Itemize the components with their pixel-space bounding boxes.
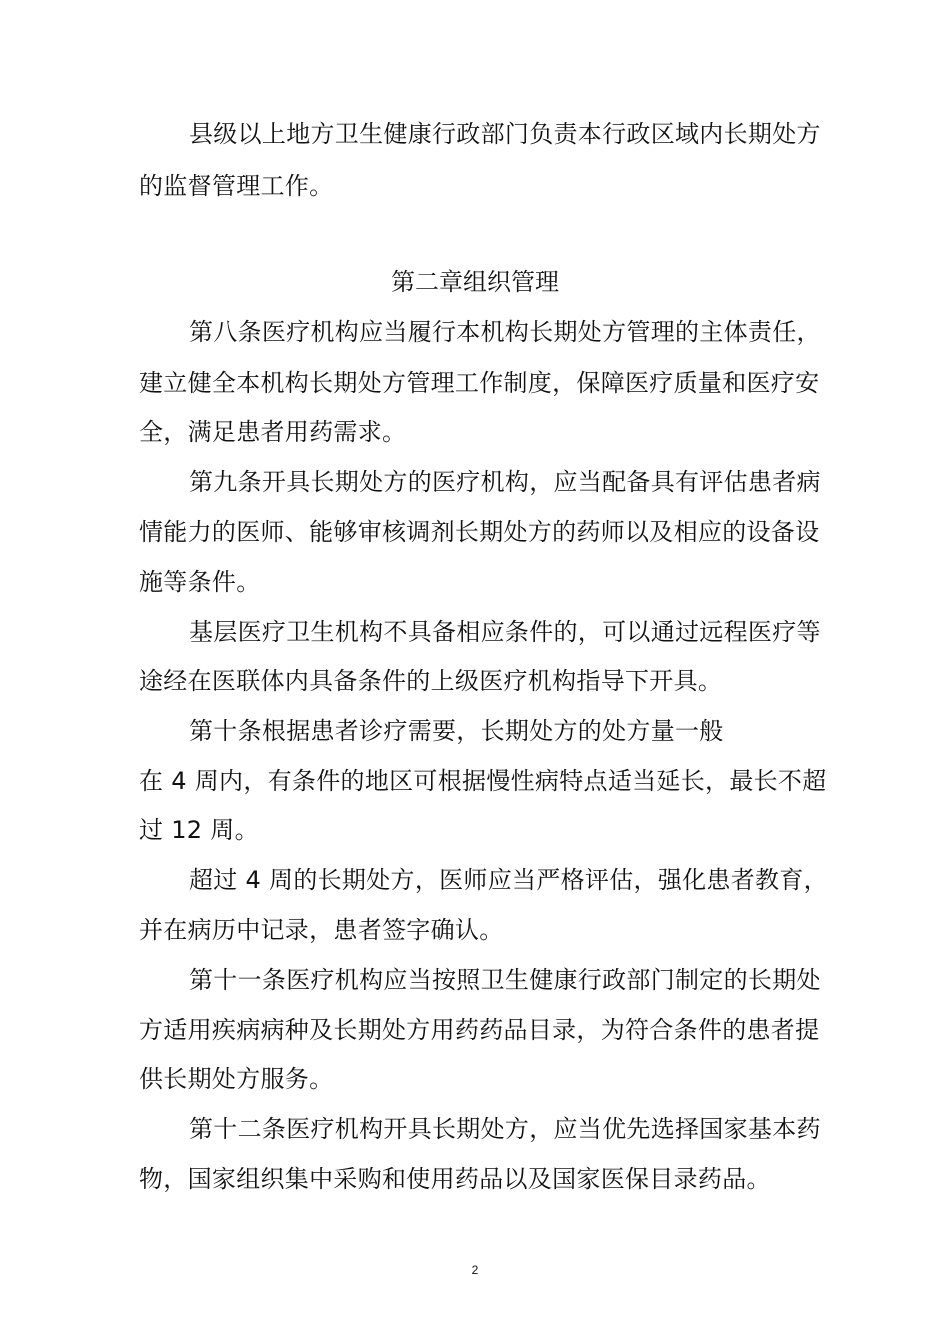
text-line: 过 12 周。	[139, 816, 259, 844]
text-line: 基层医疗卫生机构不具备相应条件的，可以通过远程医疗等	[189, 618, 821, 646]
text-line: 物，国家组织集中采购和使用药品以及国家医保目录药品。	[139, 1165, 771, 1193]
text-line: 情能力的医师、能够审核调剂长期处方的药师以及相应的设备设	[139, 518, 820, 546]
text-line: 第十二条医疗机构开具长期处方，应当优先选择国家基本药	[189, 1115, 821, 1143]
chapter-heading: 第二章组织管理	[391, 268, 559, 296]
text-line: 第十一条医疗机构应当按照卫生健康行政部门制定的长期处	[189, 966, 821, 994]
text-line: 第九条开具长期处方的医疗机构，应当配备具有评估患者病	[189, 468, 821, 496]
text-line: 全，满足患者用药需求。	[139, 418, 407, 446]
text-line: 县级以上地方卫生健康行政部门负责本行政区域内长期处方	[189, 120, 821, 148]
text-line: 超过 4 周的长期处方，医师应当严格评估，强化患者教育，	[189, 866, 828, 894]
text-line: 施等条件。	[139, 568, 261, 596]
text-line: 方适用疾病病种及长期处方用药药品目录，为符合条件的患者提	[139, 1016, 820, 1044]
text-line: 第十条根据患者诊疗需要，长期处方的处方量一般	[189, 717, 724, 745]
text-line: 途经在医联体内具备条件的上级医疗机构指导下开具。	[139, 667, 723, 695]
text-line: 在 4 周内，有条件的地区可根据慢性病特点适当延长，最长不超	[139, 767, 827, 795]
text-line: 供长期处方服务。	[139, 1065, 334, 1093]
text-line: 并在病历中记录，患者签字确认。	[139, 916, 504, 944]
page-number: 2	[471, 1263, 479, 1277]
text-line: 第八条医疗机构应当履行本机构长期处方管理的主体责任，	[189, 318, 821, 346]
text-line: 建立健全本机构长期处方管理工作制度，保障医疗质量和医疗安	[139, 369, 820, 397]
text-line: 的监督管理工作。	[139, 172, 334, 200]
